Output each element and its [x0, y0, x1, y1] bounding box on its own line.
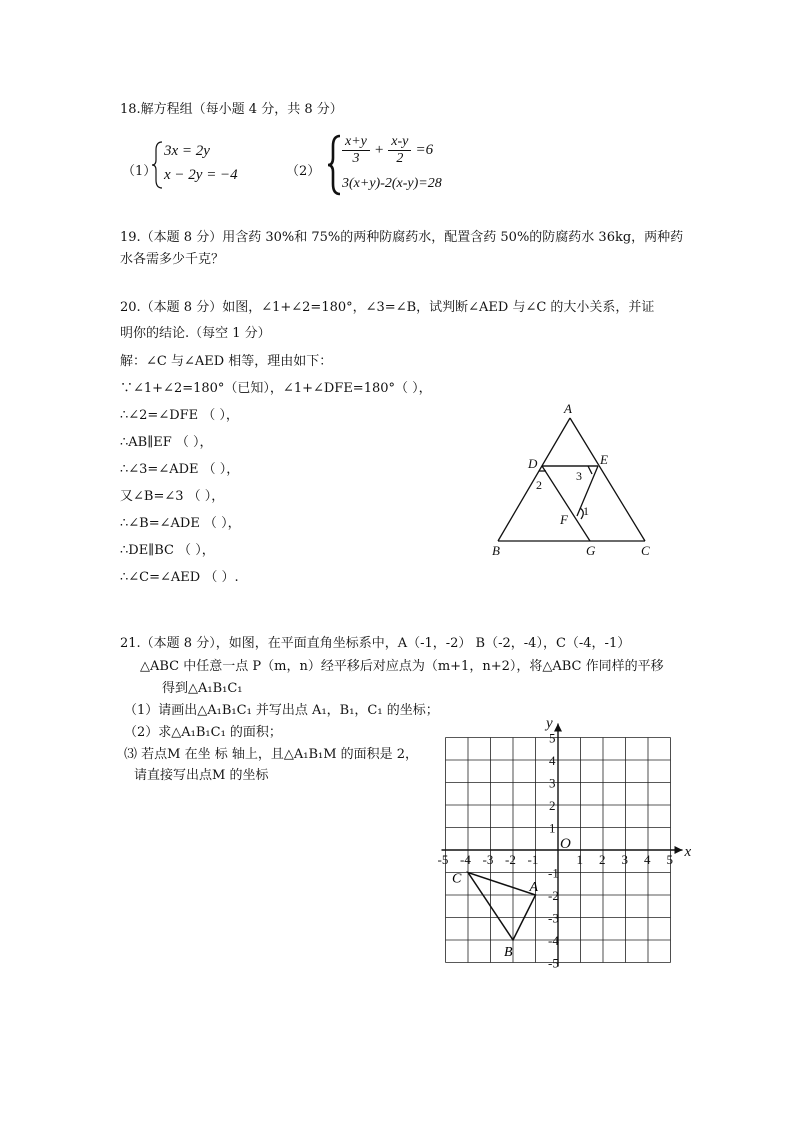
q18-frac1 [342, 134, 370, 167]
q18-part1-label: （1） [122, 164, 157, 179]
label-E: E [600, 452, 608, 467]
q20-line2: 明你的结论.（每空 1 分） [120, 326, 271, 341]
frac2-num: x-y [388, 134, 411, 151]
q21-sub2: （2）求△A₁B₁C₁ 的面积； [124, 725, 282, 740]
q21-line2: △ABC 中任意一点 P（m，n）经平移后对应点为（m+1，n+2），将△ABC 作同样的平移 [140, 659, 664, 674]
q18-part2-label: （2） [286, 164, 321, 179]
q18-part2-brace [326, 134, 342, 200]
y-tick-label: -4 [548, 933, 559, 948]
x-axis-arrow [675, 846, 683, 854]
q20-step-7: ∴DE∥BC （ ）， [120, 543, 215, 558]
frac1-den: 3 [352, 151, 360, 166]
q21-line1: 21.（本题 8 分），如图，在平面直角坐标系中，A（-1，-2） B（-2，-4），C（-4，-1） [120, 636, 631, 651]
x-tick-label: 4 [644, 852, 651, 867]
triangle-polygon [468, 873, 536, 941]
y-tick-label: -1 [548, 865, 559, 881]
q21-coordinate-grid [437, 700, 710, 972]
label-angle-1: 1 [583, 504, 589, 518]
x-tick-label: -1 [527, 852, 539, 867]
frac2-den: 2 [396, 151, 404, 166]
x-axis-label: x [684, 844, 692, 860]
q20-step-2: ∴∠2=∠DFE （ ）， [120, 408, 239, 423]
triangle-ABC [452, 872, 539, 961]
x-tick-label: 1 [576, 852, 583, 867]
label-F: F [560, 512, 568, 527]
q19-line2: 水各需多少千克？ [120, 252, 225, 267]
y-tick-label: 4 [549, 753, 556, 768]
y-tick-label: -2 [548, 888, 559, 903]
y-tick-label: -5 [548, 955, 559, 971]
tick-labels [438, 716, 692, 971]
q21-sub3a: ⑶ 若点M 在坐 标 轴上，且△A₁B₁M 的面积是 2， [124, 747, 419, 762]
plus: + [374, 142, 385, 158]
label-G: G [586, 543, 596, 558]
frac1-num: x+y [342, 134, 370, 151]
q20-step-1: ∵∠1+∠2=180°（已知），∠1+∠DFE=180°（ ）， [120, 381, 432, 396]
x-tick-label: -4 [460, 852, 471, 867]
q20-step-8: ∴∠C=∠AED （ ）. [120, 570, 239, 585]
y-tick-label: 5 [549, 730, 556, 746]
x-tick-label: 2 [599, 852, 606, 867]
label-A: A [564, 401, 572, 416]
q18-frac2 [388, 134, 411, 167]
label-D: D [528, 456, 538, 471]
x-tick-label: 3 [621, 852, 628, 867]
x-tick-label: -5 [437, 852, 449, 867]
point-C-label: C [452, 871, 462, 887]
q21-line3: 得到△A₁B₁C₁ [162, 681, 243, 696]
y-axis-label: y [546, 715, 553, 732]
x-tick-label: 5 [666, 852, 673, 867]
y-tick-label: 1 [549, 820, 556, 836]
q20-line1: 20.（本题 8 分）如图，∠1+∠2=180°，∠3=∠B，试判断∠AED 与∠C 的大小关系，并证 [120, 300, 655, 315]
q21-sub1: （1）请画出△A₁B₁C₁ 并写出点 A₁，B₁，C₁ 的坐标； [124, 703, 439, 718]
point-B-label: B [504, 945, 513, 960]
angle-3-mark [588, 466, 592, 474]
label-angle-3: 3 [576, 469, 582, 483]
y-tick-label: 3 [549, 775, 556, 791]
q18-part2-eq2: 3(x+y)-2(x-y)=28 [342, 176, 442, 191]
q20-step-4: ∴∠3=∠ADE （ ）， [120, 462, 240, 477]
origin-label: O [560, 836, 571, 852]
q20-step-5: 又∠B=∠3 （ ）， [120, 489, 225, 504]
q18-part2-eq1 [342, 134, 433, 167]
label-angle-2: 2 [536, 478, 542, 492]
q18-title: 18.解方程组（每小题 4 分，共 8 分） [120, 102, 343, 117]
q20-solution-intro: 解：∠C 与∠AED 相等，理由如下： [120, 354, 333, 369]
q19-line1: 19.（本题 8 分）用含药 30%和 75%的两种防腐药水，配置含药 50%的防腐药水 36kg，两种药 [120, 230, 684, 245]
q18-part1-eq2: x − 2y = −4 [164, 167, 238, 183]
q20-triangle-figure [480, 398, 670, 563]
x-tick-label: -3 [482, 852, 494, 867]
x-tick-label: -2 [505, 852, 516, 867]
label-C: C [641, 543, 650, 558]
rhs: =6 [415, 142, 434, 158]
label-B: B [492, 543, 500, 558]
q21-sub3b: 请直接写出点M 的坐标 [134, 768, 269, 783]
q20-step-3: ∴AB∥EF （ ）， [120, 435, 213, 450]
y-tick-label: 2 [549, 798, 556, 813]
point-A-label: A [529, 880, 539, 895]
q20-step-6: ∴∠B=∠ADE （ ）， [120, 516, 241, 531]
q18-part1-eq1: 3x = 2y [164, 143, 210, 159]
y-tick-label: -3 [548, 910, 559, 926]
